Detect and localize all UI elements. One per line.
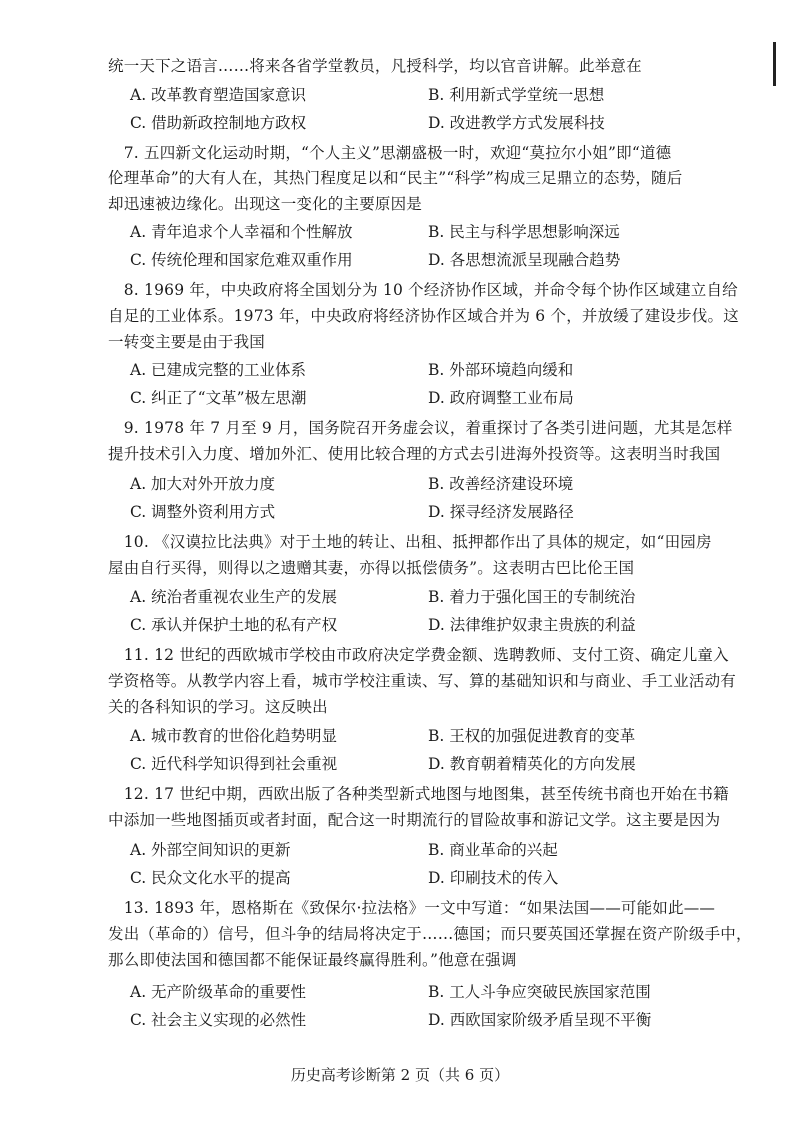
option: B. 着力于强化国王的专制统治 — [428, 588, 636, 606]
option: C. 调整外资利用方式 — [130, 503, 276, 521]
option: A. 加大对外开放力度 — [130, 475, 276, 493]
option: D. 政府调整工业布局 — [428, 389, 574, 407]
text-line: 发出（革命的）信号，但斗争的结局将决定于……德国；而只要英国还掌握在资产阶级手中， — [108, 925, 752, 943]
option: B. 王权的加强促进教育的变革 — [428, 727, 636, 745]
option: D. 印刷技术的传入 — [428, 869, 559, 887]
option: C. 纠正了“文革”极左思潮 — [130, 389, 307, 407]
text-line: 提升技术引入力度、增加外汇、使用比较合理的方式去引进海外投资等。这表明当时我国 — [108, 445, 721, 463]
scan-edge-mark — [773, 42, 776, 86]
option: D. 各思想流派呈现融合趋势 — [428, 251, 621, 269]
text-line: 那么即使法国和德国都不能保证最终赢得胜利。”他意在强调 — [108, 951, 517, 969]
option: D. 教育朝着精英化的方向发展 — [428, 755, 636, 773]
option: B. 外部环境趋向缓和 — [428, 361, 574, 379]
text-line: 却迅速被边缘化。出现这一变化的主要原因是 — [108, 195, 423, 213]
option: B. 商业革命的兴起 — [428, 841, 558, 859]
option: A. 城市教育的世俗化趋势明显 — [130, 727, 338, 745]
option: C. 民众文化水平的提高 — [130, 869, 291, 887]
option: D. 探寻经济发展路径 — [428, 503, 574, 521]
text-line: 学资格等。从教学内容上看，城市学校注重读、写、算的基础知识和与商业、手工业活动有 — [108, 672, 737, 690]
option: C. 传统伦理和国家危难双重作用 — [130, 251, 353, 269]
option: D. 法律维护奴隶主贵族的利益 — [428, 616, 636, 634]
text-line: 12. 17 世纪中期，西欧出版了各种类型新式地图与地图集，甚至传统书商也开始在书籍 — [108, 785, 729, 803]
text-line: 屋由自行买得，则得以之遗赠其妻，亦得以抵偿债务”。这表明古巴比伦王国 — [108, 559, 635, 577]
text-line: 8. 1969 年，中央政府将全国划分为 10 个经济协作区域，并命令每个协作区域建立自给 — [108, 281, 738, 299]
option: B. 工人斗争应突破民族国家范围 — [428, 983, 651, 1001]
option: A. 无产阶级革命的重要性 — [130, 983, 307, 1001]
option: C. 借助新政控制地方政权 — [130, 114, 307, 132]
option: C. 社会主义实现的必然性 — [130, 1011, 307, 1029]
text-line: 一转变主要是由于我国 — [108, 333, 266, 351]
text-line: 关的各科知识的学习。这反映出 — [108, 698, 328, 716]
option: D. 西欧国家阶级矛盾呈现不平衡 — [428, 1011, 652, 1029]
text-line: 伦理革命”的大有人在，其热门程度足以和“民主”“科学”构成三足鼎立的态势，随后 — [108, 169, 683, 187]
option: B. 改善经济建设环境 — [428, 475, 574, 493]
option: A. 已建成完整的工业体系 — [130, 361, 307, 379]
text-line: 13. 1893 年，恩格斯在《致保尔·拉法格》一文中写道：“如果法国——可能如此—— — [108, 899, 716, 917]
text-line: 中添加一些地图插页或者封面，配合这一时期流行的冒险故事和游记文学。这主要是因为 — [108, 811, 721, 829]
page-footer: 历史高考诊断第 2 页（共 6 页） — [290, 1066, 510, 1084]
text-line: 自足的工业体系。1973 年，中央政府将经济协作区域合并为 6 个，并放缓了建设步伐。这 — [108, 307, 739, 325]
text-line: 7. 五四新文化运动时期，“个人主义”思潮盛极一时，欢迎“莫拉尔小姐”即“道德 — [108, 144, 672, 162]
option: B. 利用新式学堂统一思想 — [428, 86, 605, 104]
text-line: 统一天下之语言……将来各省学堂教员，凡授科学，均以官音讲解。此举意在 — [108, 57, 642, 75]
text-line: 9. 1978 年 7 月至 9 月，国务院召开务虚会议，着重探讨了各类引进问题，尤其是怎样 — [108, 419, 733, 437]
option: A. 青年追求个人幸福和个性解放 — [130, 223, 353, 241]
text-line: 10. 《汉谟拉比法典》对于土地的转让、出租、抵押都作出了具体的规定，如“田园房 — [108, 533, 712, 551]
option: C. 承认并保护土地的私有产权 — [130, 616, 338, 634]
option: A. 改革教育塑造国家意识 — [130, 86, 307, 104]
option: A. 外部空间知识的更新 — [130, 841, 291, 859]
text-line: 11. 12 世纪的西欧城市学校由市政府决定学费金额、选聘教师、支付工资、确定儿童入 — [108, 646, 729, 664]
option: D. 改进教学方式发展科技 — [428, 114, 605, 132]
option: B. 民主与科学思想影响深远 — [428, 223, 620, 241]
option: C. 近代科学知识得到社会重视 — [130, 755, 338, 773]
option: A. 统治者重视农业生产的发展 — [130, 588, 338, 606]
